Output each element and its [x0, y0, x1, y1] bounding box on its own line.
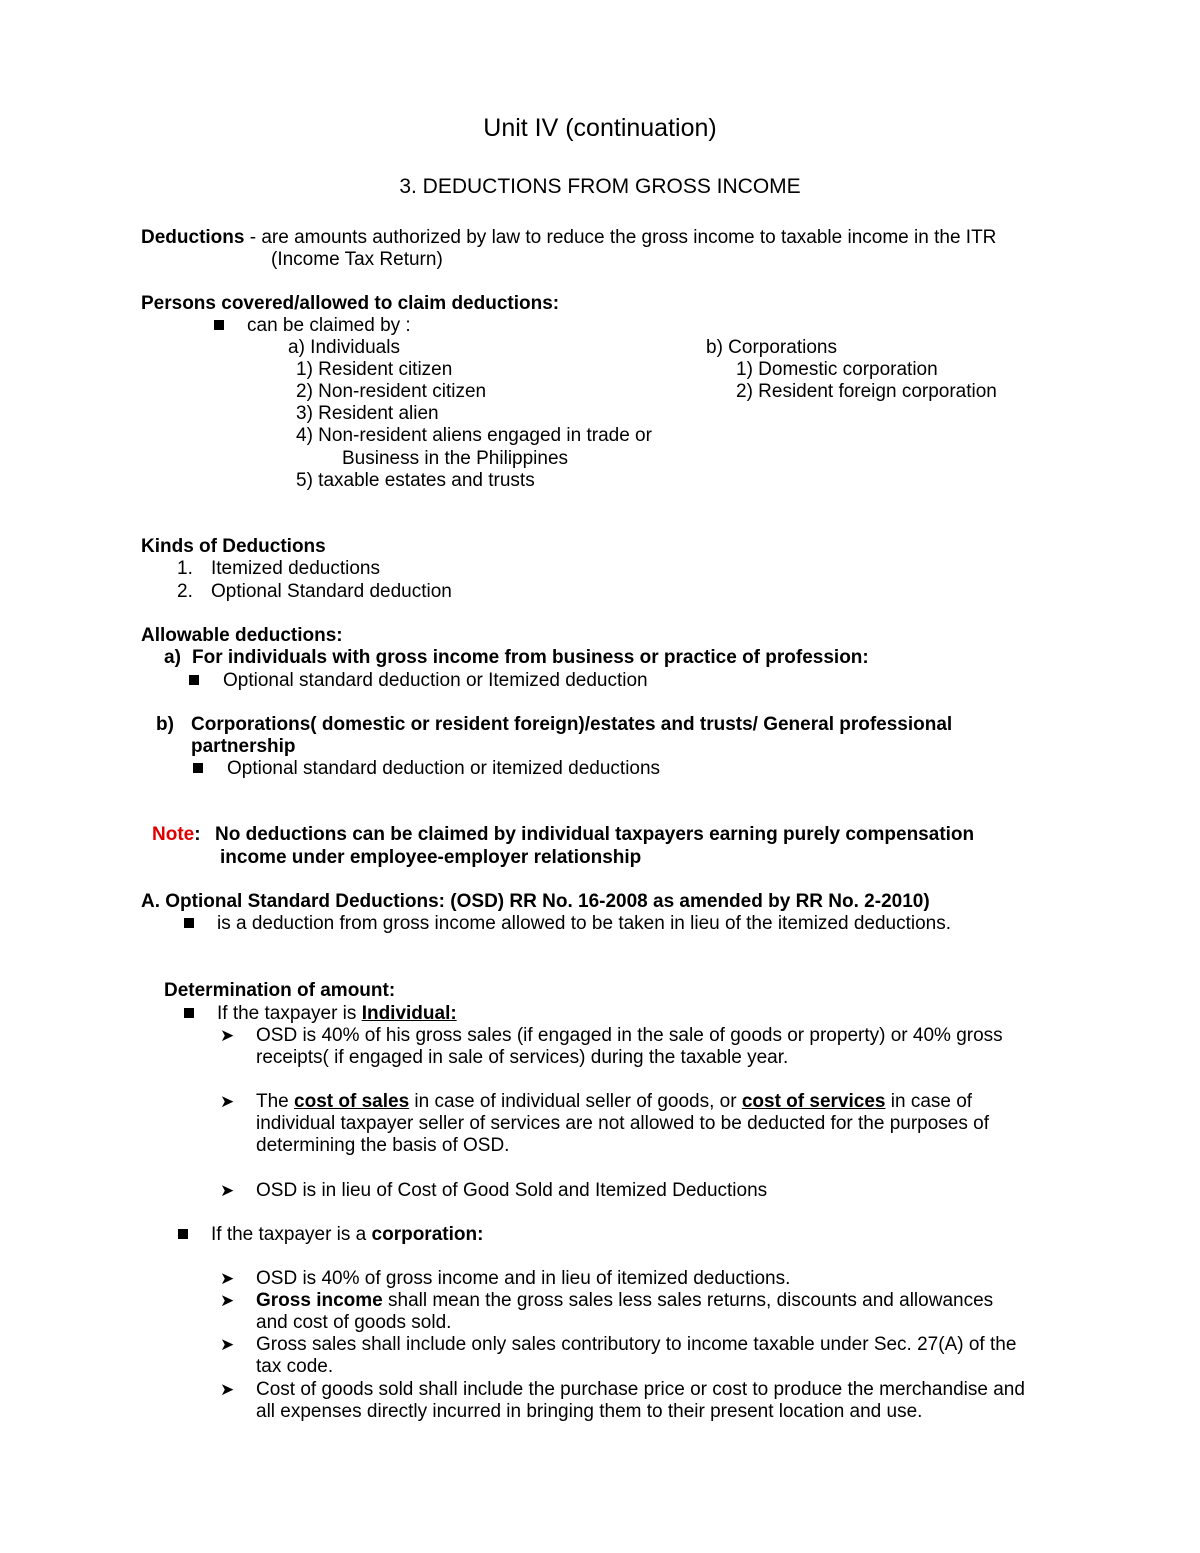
corporation-rule-2-continuation: and cost of goods sold. — [256, 1312, 452, 1333]
individual-rule-1-continuation: receipts( if engaged in sale of services) during the taxable year. — [256, 1047, 789, 1068]
corporation-label: corporation: — [371, 1224, 484, 1245]
corporation-rule-4: Cost of goods sold shall include the purchase price or cost to produce the merchandise and — [256, 1379, 1025, 1400]
individual-rule-2-continuation: determining the basis of OSD. — [256, 1135, 510, 1156]
square-bullet-icon — [214, 320, 224, 330]
allowable-b-text: Corporations( domestic or resident foreign)/estates and trusts/ General professional — [191, 714, 953, 735]
corporation-rule-3-continuation: tax code. — [256, 1356, 334, 1377]
square-bullet-icon — [184, 1008, 194, 1018]
page-title: Unit IV (continuation) — [483, 114, 717, 142]
individual-item: 1) Resident citizen — [296, 359, 453, 380]
corporation-heading — [211, 1224, 483, 1246]
square-bullet-icon — [184, 918, 194, 928]
osd-bullet: is a deduction from gross income allowed to be taken in lieu of the itemized deductions. — [217, 913, 952, 934]
determination-heading: Determination of amount: — [164, 980, 396, 1001]
cost-of-sales-term: cost of sales — [294, 1091, 410, 1112]
individual-rule-2-mid: in case of individual seller of goods, or — [409, 1091, 742, 1112]
arrow-bullet-icon: ➤ — [220, 1291, 235, 1310]
individual-prefix: If the taxpayer is — [217, 1003, 362, 1024]
individual-rule-2-pre: The — [256, 1091, 295, 1112]
definition-term: Deductions — [141, 227, 245, 248]
note-text: No deductions can be claimed by individual taxpayers earning purely compensation — [215, 824, 975, 845]
individual-rule-2-post: in case of — [885, 1091, 973, 1112]
individuals-label: a) Individuals — [288, 337, 400, 358]
square-bullet-icon — [178, 1229, 188, 1239]
individual-rule-3: OSD is in lieu of Cost of Good Sold and Itemized Deductions — [256, 1180, 768, 1201]
corporation-prefix: If the taxpayer is a — [211, 1224, 372, 1245]
arrow-bullet-icon: ➤ — [220, 1181, 235, 1200]
corporation-item: 2) Resident foreign corporation — [736, 381, 997, 402]
arrow-bullet-icon: ➤ — [220, 1269, 235, 1288]
corporation-rule-2 — [256, 1290, 993, 1312]
allowable-a-label: a) — [164, 647, 181, 668]
note-colon: : — [194, 824, 201, 845]
arrow-bullet-icon: ➤ — [220, 1026, 235, 1045]
kinds-item: Optional Standard deduction — [211, 581, 452, 602]
allowable-a-text: For individuals with gross income from business or practice of profession: — [192, 647, 869, 668]
individual-rule-1: OSD is 40% of his gross sales (if engaged in the sale of goods or property) or 40% gross — [256, 1025, 1003, 1046]
square-bullet-icon — [189, 675, 199, 685]
allowable-b-bullet: Optional standard deduction or itemized deductions — [227, 758, 661, 779]
individual-item: 2) Non-resident citizen — [296, 381, 487, 402]
definition-line — [141, 227, 996, 249]
individual-item: 5) taxable estates and trusts — [296, 470, 535, 491]
individual-label: Individual: — [361, 1003, 457, 1024]
corporation-rule-4-continuation: all expenses directly incurred in bringing them to their present location and use. — [256, 1401, 923, 1422]
corporation-rule-1: OSD is 40% of gross income and in lieu of itemized deductions. — [256, 1268, 791, 1289]
corporation-rule-3: Gross sales shall include only sales contributory to income taxable under Sec. 27(A) of the — [256, 1334, 1017, 1355]
individual-item: Business in the Philippines — [342, 448, 569, 469]
persons-bullet: can be claimed by : — [247, 315, 411, 336]
gross-income-term: Gross income — [256, 1290, 383, 1311]
kinds-item-number: 1. — [177, 558, 193, 579]
definition-continuation: (Income Tax Return) — [271, 249, 443, 270]
allowable-b-label: b) — [156, 714, 174, 735]
kinds-item-number: 2. — [177, 581, 193, 602]
osd-heading: A. Optional Standard Deductions: (OSD) RR No. 16-2008 as amended by RR No. 2-2010) — [141, 891, 930, 912]
arrow-bullet-icon: ➤ — [220, 1335, 235, 1354]
definition-text: - are amounts authorized by law to reduce the gross income to taxable income in the ITR — [244, 227, 997, 248]
kinds-item: Itemized deductions — [211, 558, 380, 579]
note-label: Note — [152, 824, 195, 845]
allowable-b-text-continuation: partnership — [191, 736, 296, 757]
allowable-heading: Allowable deductions: — [141, 625, 343, 646]
allowable-a-bullet: Optional standard deduction or Itemized deduction — [223, 670, 648, 691]
cost-of-services-term: cost of services — [741, 1091, 886, 1112]
square-bullet-icon — [193, 763, 203, 773]
individual-rule-2-continuation: individual taxpayer seller of services are not allowed to be deducted for the purposes of — [256, 1113, 989, 1134]
note-text-continuation: income under employee-employer relationship — [220, 847, 642, 868]
corporations-label: b) Corporations — [706, 337, 837, 358]
note-line — [152, 824, 201, 846]
arrow-bullet-icon: ➤ — [220, 1380, 235, 1399]
individual-heading — [217, 1003, 457, 1025]
individual-item: 4) Non-resident aliens engaged in trade or — [296, 425, 652, 446]
arrow-bullet-icon: ➤ — [220, 1092, 235, 1111]
kinds-heading: Kinds of Deductions — [141, 536, 326, 557]
individual-item: 3) Resident alien — [296, 403, 439, 424]
section-heading: 3. DEDUCTIONS FROM GROSS INCOME — [399, 175, 801, 198]
persons-heading: Persons covered/allowed to claim deductions: — [141, 293, 560, 314]
corporation-item: 1) Domestic corporation — [736, 359, 938, 380]
corporation-rule-2-text: shall mean the gross sales less sales returns, discounts and allowances — [382, 1290, 994, 1311]
individual-rule-2 — [256, 1091, 972, 1113]
